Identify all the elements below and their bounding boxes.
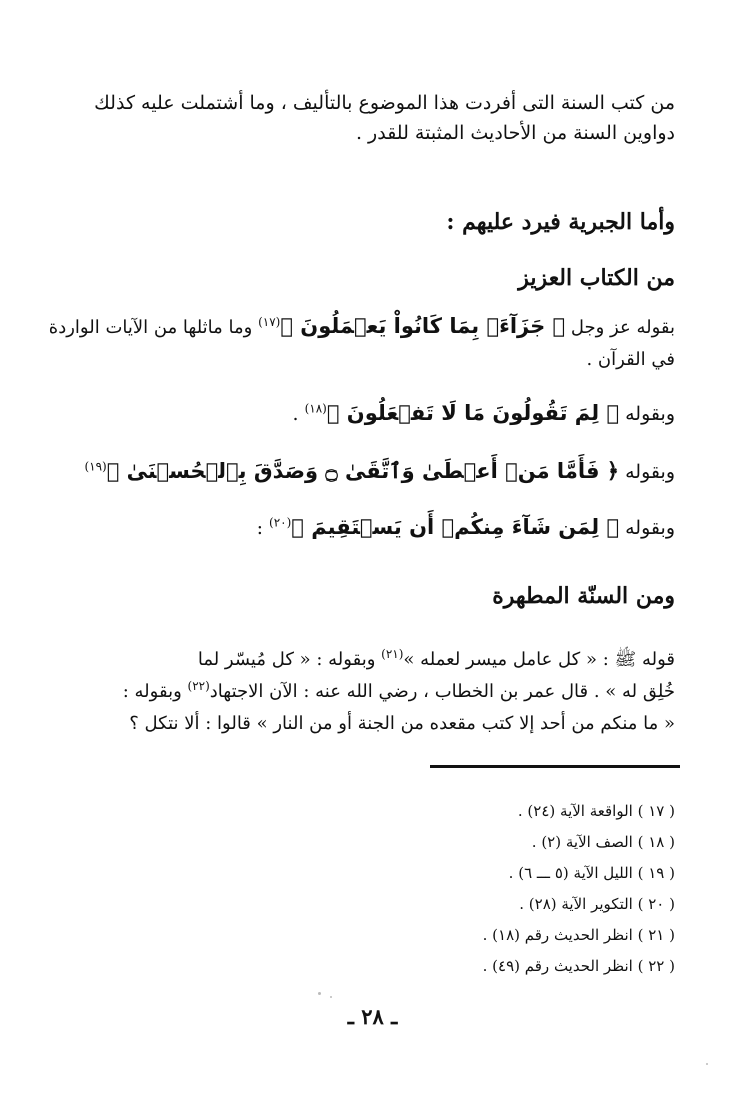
footnote-item [275,827,675,858]
footnote-item [275,951,675,982]
footnotes-list [275,796,675,982]
footnote-text: انظر الحديث رقم (١٨) . [482,926,633,944]
verse-1-paragraph [35,310,675,376]
verse-4-lead: وبقوله [625,517,675,539]
hadith-line-2-b: وبقوله : [122,681,182,702]
verse-2-quran: ﴿ لِمَ تَقُولُونَ مَا لَا تَفۡعَلُونَ ﴾ [326,401,620,425]
verse-4-tail: : [256,517,263,539]
hadith-line-1 [35,644,675,676]
footnote-item [275,858,675,889]
footnote-ref-20[interactable]: (٢٠) [269,515,292,530]
verse-2-line [35,398,675,429]
footnote-item [275,920,675,951]
verse-4-quran: ﴿ لِمَن شَآءَ مِنكُمۡ أَن يَسۡتَقِيمَ ﴾ [291,515,620,539]
footnote-number: ( ٢٠ ) [637,895,675,913]
footnote-text: الليل الآية (٥ ـــ ٦) . [508,864,633,882]
footnote-ref-17[interactable]: (١٧) [258,315,281,329]
verse-1-tail: وما ماثلها من الآيات الواردة [48,317,253,338]
footnote-text: الصف الآية (٢) . [531,833,633,851]
heading-book: من الكتاب العزيز [518,265,675,291]
heading-jabriyya: وأما الجبرية فيرد عليهم : [446,209,675,235]
scan-speck [706,1063,708,1065]
hadith-line-2 [35,676,675,708]
footnote-ref-19[interactable]: (١٩) [84,459,107,474]
footnote-separator [430,765,680,768]
verse-1-line-2: في القرآن . [586,349,675,370]
hadith-line-1-b: وبقوله : « كل مُيسّر لما [197,649,376,670]
scan-speck [318,992,321,995]
hadith-line-1-a: قوله ﷺ : « كل عامل ميسر لعمله » [403,649,675,670]
verse-2-tail: . [292,403,299,425]
hadith-line-3: « ما منكم من أحد إلا كتب مقعده من الجنة أو من النار » قالوا : ألا نتكل ؟ [129,713,675,734]
hadith-paragraph [35,644,675,740]
heading-sunna: ومن السنّة المطهرة [492,583,675,609]
footnote-text: انظر الحديث رقم (٤٩) . [482,957,633,975]
scan-speck [330,996,332,998]
verse-3-lead: وبقوله [625,461,675,483]
footnote-ref-22[interactable]: (٢٢) [187,679,210,693]
intro-line-1: من كتب السنة التى أفردت هذا الموضوع بالتأليف ، وما أشتملت عليه كذلك [94,92,675,114]
verse-3-quran: ﴿ فَأَمَّا مَنۡ أَعۡطَىٰ وَٱتَّقَىٰ ۝ وَصَدَّقَ بِٱلۡحُسۡنَىٰ ﴾ [106,459,620,483]
hadith-line-2-a: خُلِق له » . قال عمر بن الخطاب ، رضي الله عنه : الآن الاجتهاد [209,681,675,702]
verse-1-quran: ﴿ جَزَآءَۢ بِمَا كَانُواْ يَعۡمَلُونَ ﴾ [280,314,566,338]
footnote-text: الواقعة الآية (٢٤) . [517,802,633,820]
verse-1-line [35,310,675,344]
page-number: ـ ٢٨ ـ [347,1004,398,1029]
verse-2-lead: وبقوله [625,403,675,425]
footnote-ref-21[interactable]: (٢١) [381,647,404,661]
footnote-number: ( ١٨ ) [637,833,675,851]
footnote-number: ( ٢٢ ) [637,957,675,975]
intro-paragraph [35,88,675,148]
footnote-item [275,889,675,920]
verse-4-line [35,512,675,543]
footnote-number: ( ١٩ ) [637,864,675,882]
footnote-text: التكوير الآية (٢٨) . [519,895,633,913]
verse-3-line [35,456,675,487]
verse-1-lead: بقوله عز وجل [570,317,675,338]
footnote-ref-18[interactable]: (١٨) [304,401,327,416]
footnote-item [275,796,675,827]
intro-line-2: دواوين السنة من الأحاديث المثبتة للقدر . [355,122,675,144]
footnote-number: ( ١٧ ) [637,802,675,820]
footnote-number: ( ٢١ ) [637,926,675,944]
